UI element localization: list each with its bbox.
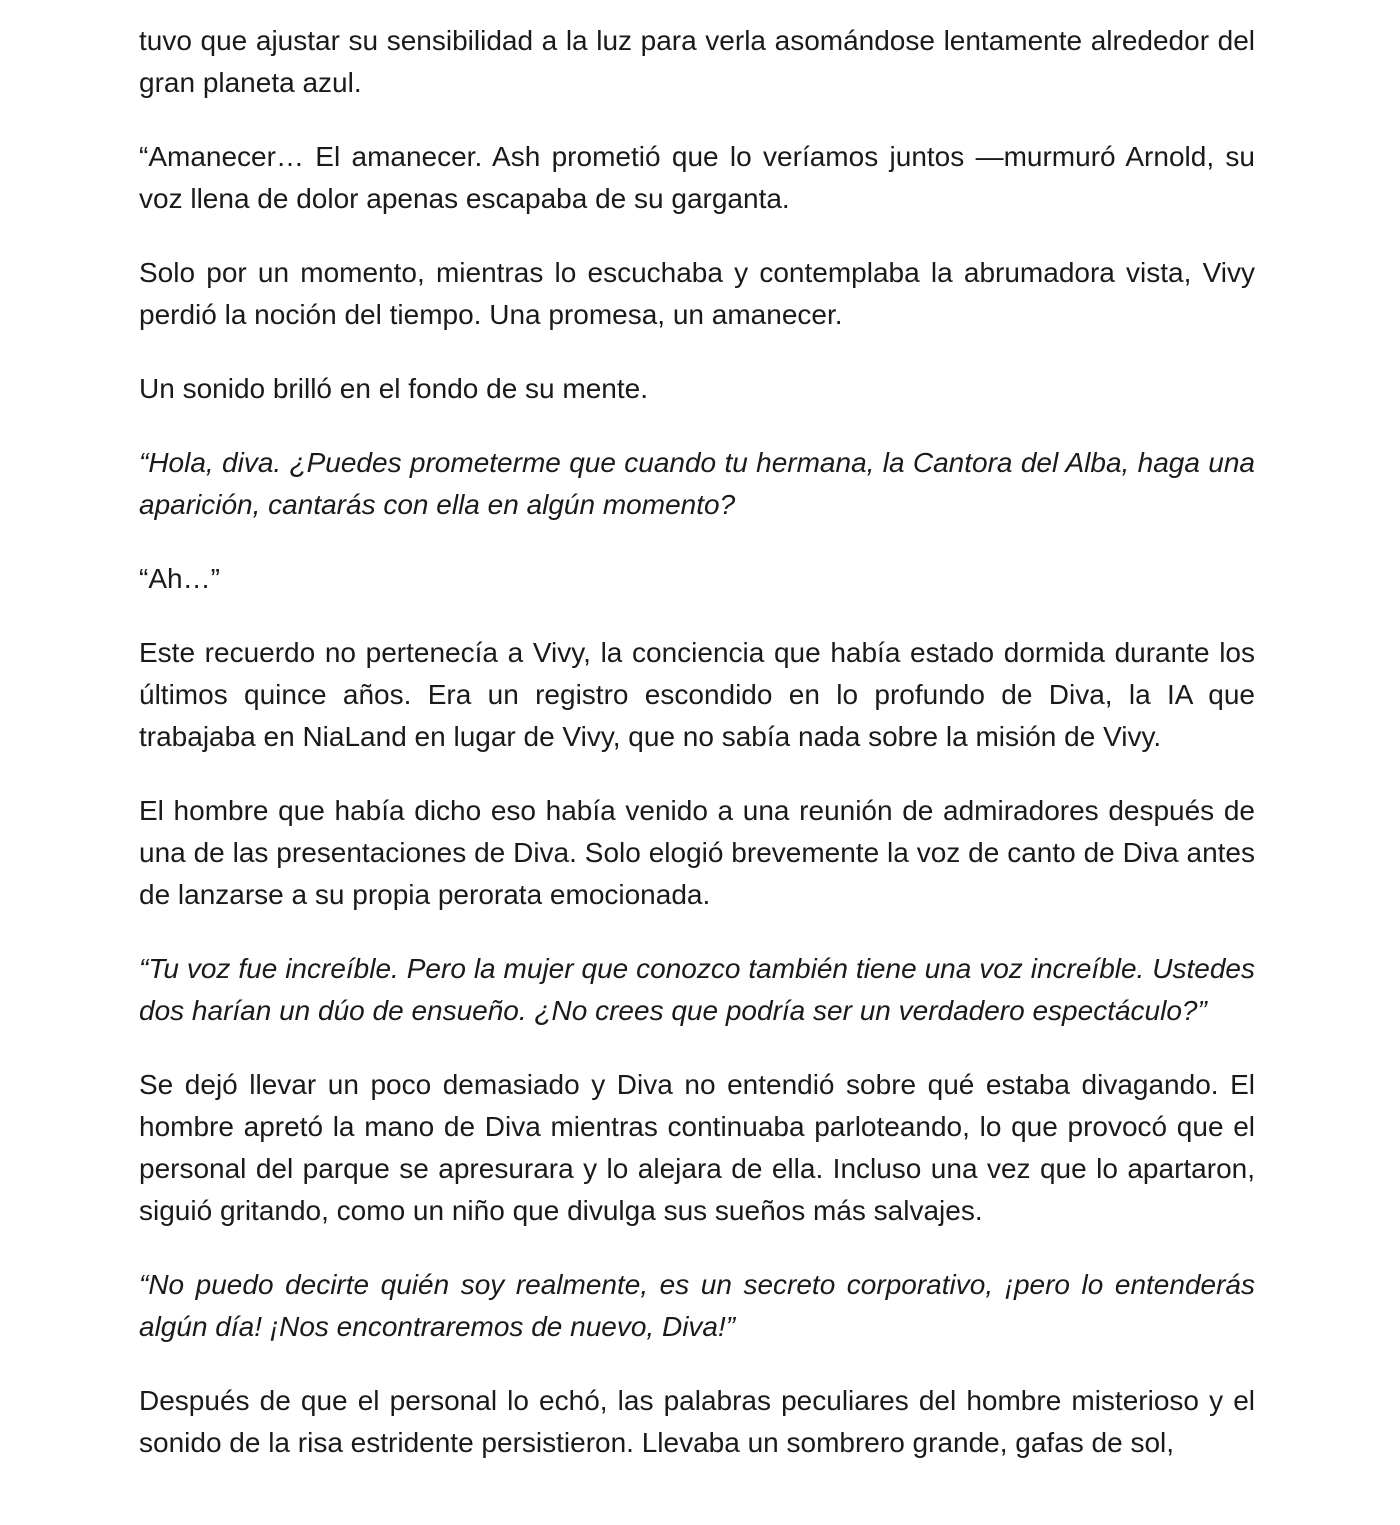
paragraph: “Ah…”	[139, 563, 220, 594]
paragraph: Después de que el personal lo echó, las palabras peculiares del hombre misterioso y el sonido de la risa estridente persistieron. Llevaba un sombrero grande, gafas de sol,	[139, 1385, 1255, 1458]
paragraph: tuvo que ajustar su sensibilidad a la luz para verla asomándose lentamente alrededor del gran planeta azul.	[139, 25, 1255, 98]
italic-paragraph: “Hola, diva. ¿Puedes prometerme que cuando tu hermana, la Cantora del Alba, haga una aparición, cantarás con ella en algún momento?	[139, 447, 1255, 520]
paragraph: El hombre que había dicho eso había venido a una reunión de admiradores después de una de las presentaciones de Diva. Solo elogió brevemente la voz de canto de Diva antes de lanzarse a su propia perorata emocionada.	[139, 795, 1255, 910]
paragraph: Solo por un momento, mientras lo escuchaba y contemplaba la abrumadora vista, Vivy perdió la noción del tiempo. Una promesa, un amanecer.	[139, 257, 1255, 330]
document-page	[139, 20, 1255, 1496]
paragraph: Se dejó llevar un poco demasiado y Diva no entendió sobre qué estaba divagando. El hombre apretó la mano de Diva mientras continuaba parloteando, lo que provocó que el personal del parque se apresurara y lo alejara de ella. Incluso una vez que lo apartaron, siguió gritando, como un niño que divulga sus sueños más salvajes.	[139, 1069, 1255, 1226]
paragraph: Un sonido brilló en el fondo de su mente.	[139, 373, 648, 404]
italic-paragraph: “No puedo decirte quién soy realmente, es un secreto corporativo, ¡pero lo entenderás algún día! ¡Nos encontraremos de nuevo, Diva!”	[139, 1269, 1255, 1342]
paragraph: “Amanecer… El amanecer. Ash prometió que lo veríamos juntos —murmuró Arnold, su voz llena de dolor apenas escapaba de su garganta.	[139, 141, 1255, 214]
paragraph: Este recuerdo no pertenecía a Vivy, la conciencia que había estado dormida durante los últimos quince años. Era un registro escondido en lo profundo de Diva, la IA que trabajaba en NiaLand en lugar de Vivy, que no sabía nada sobre la misión de Vivy.	[139, 637, 1255, 752]
italic-paragraph: “Tu voz fue increíble. Pero la mujer que conozco también tiene una voz increíble. Ustedes dos harían un dúo de ensueño. ¿No crees que podría ser un verdadero espectáculo?”	[139, 953, 1255, 1026]
